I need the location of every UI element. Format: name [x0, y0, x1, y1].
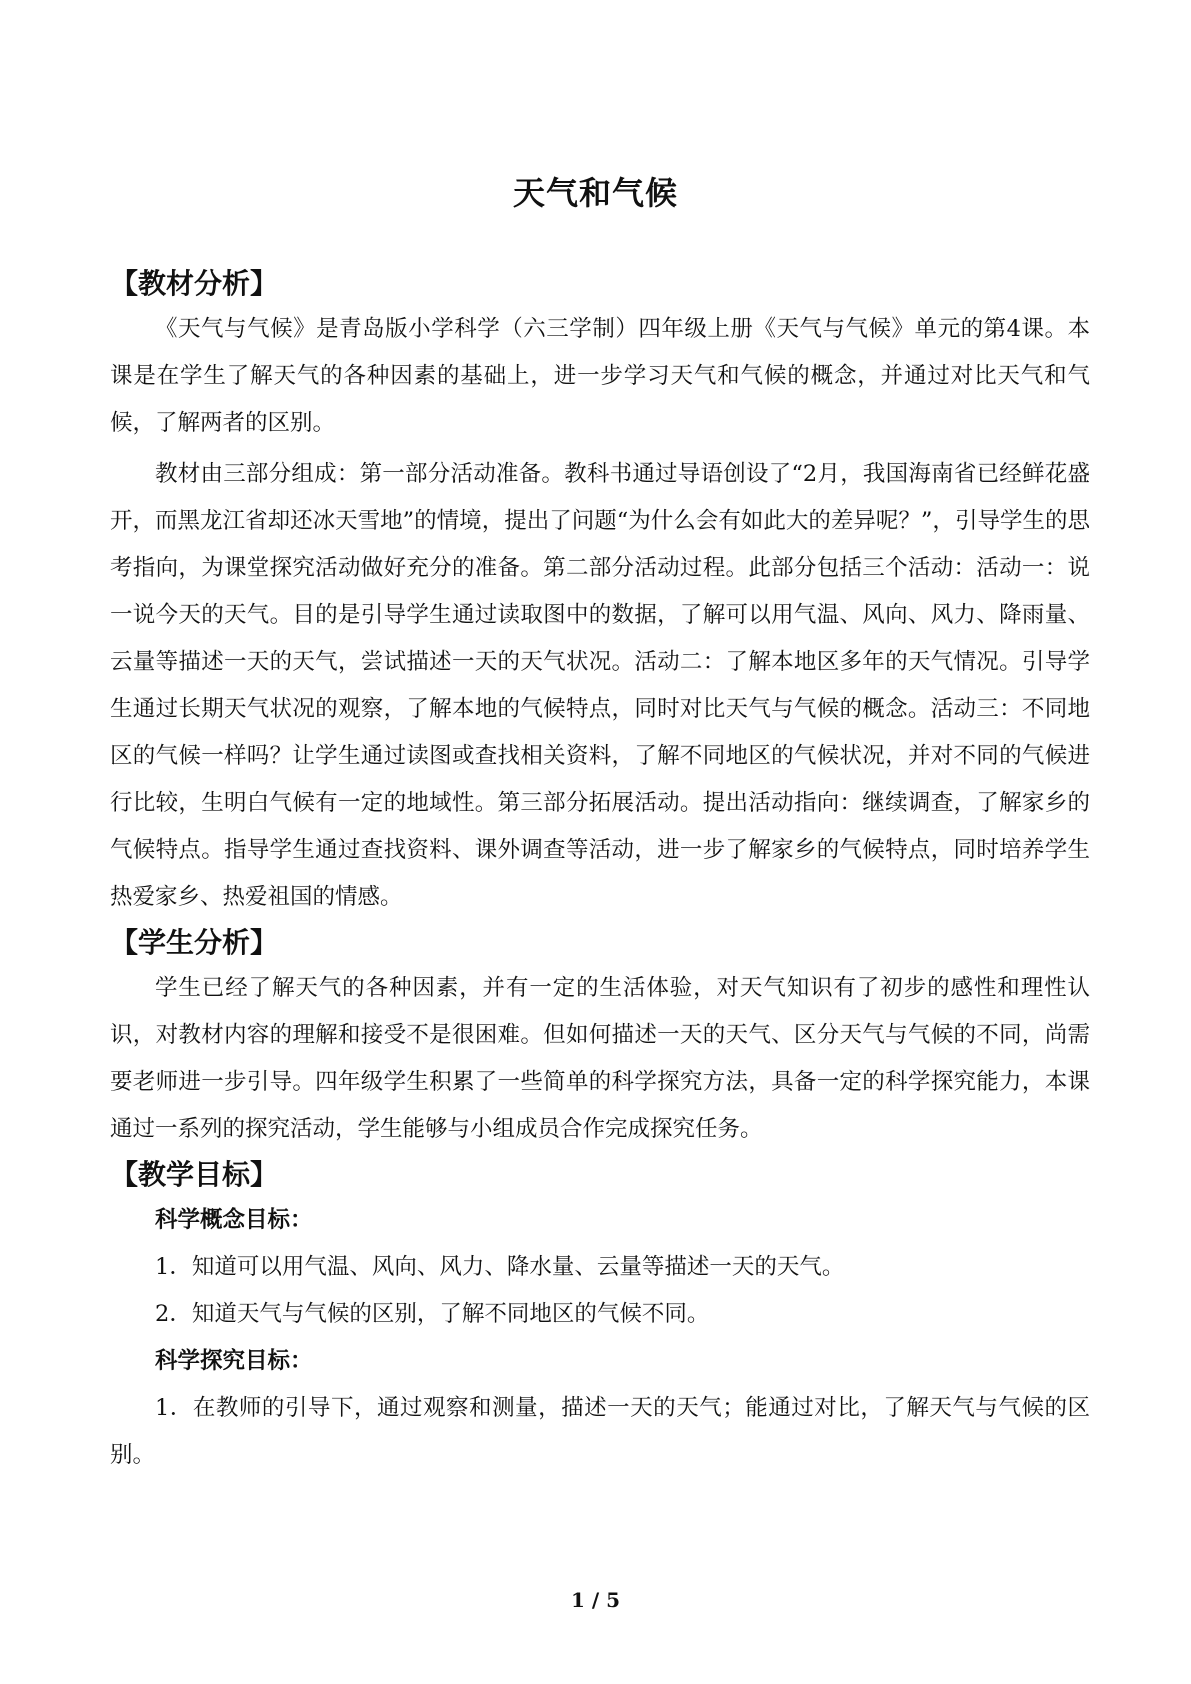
document-body — [110, 262, 1090, 1479]
students-paragraph-1: 学生已经了解天气的各种因素，并有一定的生活体验，对天气知识有了初步的感性和理性认识，对教材内容的理解和接受不是很困难。但如何描述一天的天气、区分天气与气候的不同，尚需要老师进一步引导。四年级学生积累了一些简单的科学探究方法，具备一定的科学探究能力，本课通过一系列的探究活动，学生能够与小组成员合作完成探究任务。 — [110, 975, 1090, 1142]
concept-goals-heading: 科学概念目标： — [155, 1207, 313, 1233]
concept-goal-item-1: 1．知道可以用气温、风向、风力、降水量、云量等描述一天的天气。 — [155, 1254, 845, 1280]
material-paragraph-2: 教材由三部分组成：第一部分活动准备。教科书通过导语创设了“2月，我国海南省已经鲜花盛开，而黑龙江省却还冰天雪地”的情境，提出了问题“为什么会有如此大的差异呢？”，引导学生的思考指向，为课堂探究活动做好充分的准备。第二部分活动过程。此部分包括三个活动：活动一：说一说今天的天气。目的是引导学生通过读取图中的数据，了解可以用气温、风向、风力、降雨量、云量等描述一天的天气，尝试描述一天的天气状况。活动二：了解本地区多年的天气情况。引导学生通过长期天气状况的观察，了解本地的气候特点，同时对比天气与气候的概念。活动三：不同地区的气候一样吗？让学生通过读图或查找相关资料，了解不同地区的气候状况，并对不同的气候进行比较，生明白气候有一定的地域性。第三部分拓展活动。提出活动指向：继续调查，了解家乡的气候特点。指导学生通过查找资料、课外调查等活动，进一步了解家乡的气候特点，同时培养学生热爱家乡、热爱祖国的情感。 — [110, 461, 1090, 910]
section-heading-students: 【学生分析】 — [110, 926, 279, 959]
section-heading-goals: 【教学目标】 — [110, 1158, 279, 1191]
section-heading-material: 【教材分析】 — [110, 267, 279, 300]
material-paragraph-1: 《天气与气候》是青岛版小学科学（六三学制）四年级上册《天气与气候》单元的第4课。本课是在学生了解天气的各种因素的基础上，进一步学习天气和气候的概念，并通过对比天气和气候，了解两者的区别。 — [110, 316, 1090, 436]
inquiry-goals-heading: 科学探究目标： — [155, 1348, 313, 1374]
page-number: 1 / 5 — [570, 1588, 621, 1612]
document-title: 天气和气候 — [512, 174, 678, 212]
inquiry-goal-item-1: 1．在教师的引导下，通过观察和测量，描述一天的天气；能通过对比，了解天气与气候的区别。 — [110, 1395, 1090, 1468]
concept-goal-item-2: 2．知道天气与气候的区别，了解不同地区的气候不同。 — [155, 1301, 710, 1327]
